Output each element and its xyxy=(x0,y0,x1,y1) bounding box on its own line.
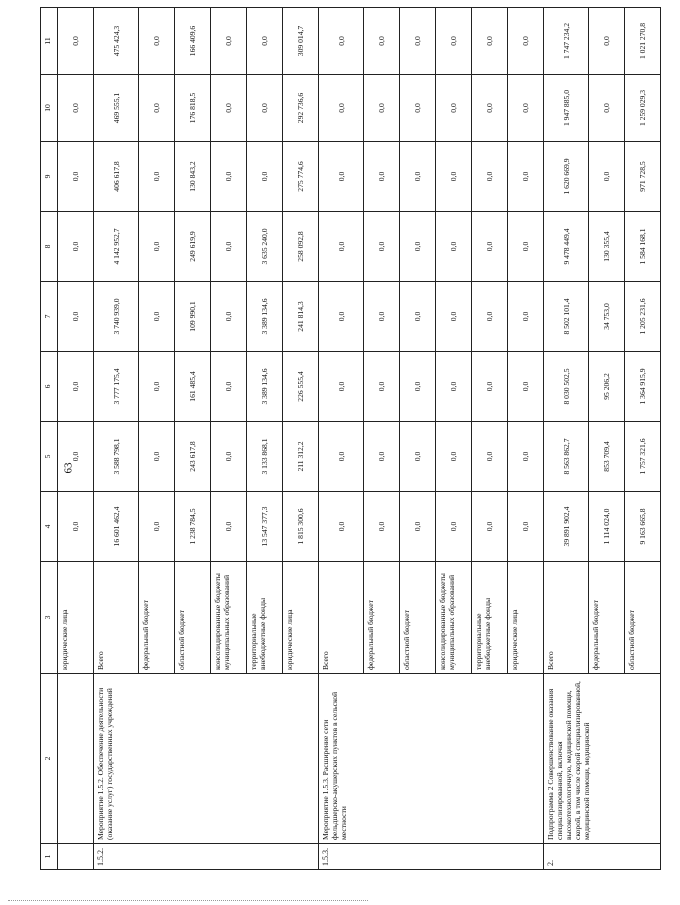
value-cell: 3 777 175,4 xyxy=(94,352,139,422)
value-cell: 3 389 134,6 xyxy=(247,282,283,352)
value-cell: 0,0 xyxy=(364,492,400,562)
value-cell: 275 774,6 xyxy=(283,142,319,212)
value-cell: 0,0 xyxy=(319,492,364,562)
value-cell: 0,0 xyxy=(319,8,364,75)
funding-source-cell: юридические лица xyxy=(508,562,544,674)
header-cell: 11 xyxy=(41,8,58,75)
value-cell: 0,0 xyxy=(400,492,436,562)
value-cell: 13 547 377,3 xyxy=(247,492,283,562)
value-cell: 0,0 xyxy=(319,212,364,282)
funding-source-cell: Всего xyxy=(94,562,139,674)
value-cell: 0,0 xyxy=(472,492,508,562)
value-cell: 0,0 xyxy=(589,75,625,142)
value-cell: 1 947 885,0 xyxy=(544,75,589,142)
value-cell: 0,0 xyxy=(58,75,94,142)
value-cell: 0,0 xyxy=(364,212,400,282)
value-cell: 0,0 xyxy=(139,282,175,352)
value-cell: 8 030 502,5 xyxy=(544,352,589,422)
value-cell: 0,0 xyxy=(364,142,400,212)
funding-source-cell: территориальные внебюджетные фонды xyxy=(472,562,508,674)
value-cell: 0,0 xyxy=(247,8,283,75)
header-cell: 8 xyxy=(41,212,58,282)
value-cell: 0,0 xyxy=(58,492,94,562)
value-cell: 0,0 xyxy=(400,75,436,142)
value-cell: 0,0 xyxy=(472,142,508,212)
value-cell: 971 728,5 xyxy=(625,142,661,212)
value-cell: 0,0 xyxy=(211,212,247,282)
value-cell: 0,0 xyxy=(211,8,247,75)
value-cell: 0,0 xyxy=(436,352,472,422)
value-cell: 211 312,2 xyxy=(283,422,319,492)
row-code-cell xyxy=(58,844,94,870)
header-cell: 9 xyxy=(41,142,58,212)
value-cell: 258 092,8 xyxy=(283,212,319,282)
funding-source-cell: федеральный бюджет xyxy=(589,562,625,674)
header-cell: 1 xyxy=(41,844,58,870)
value-cell: 0,0 xyxy=(364,282,400,352)
value-cell: 0,0 xyxy=(436,75,472,142)
value-cell: 95 206,2 xyxy=(589,352,625,422)
value-cell: 0,0 xyxy=(400,212,436,282)
value-cell: 469 555,1 xyxy=(94,75,139,142)
value-cell: 0,0 xyxy=(508,212,544,282)
value-cell: 0,0 xyxy=(58,352,94,422)
value-cell: 1 205 231,6 xyxy=(625,282,661,352)
value-cell: 9 163 665,8 xyxy=(625,492,661,562)
value-cell: 0,0 xyxy=(364,422,400,492)
value-cell: 1 259 029,3 xyxy=(625,75,661,142)
value-cell: 1 815 300,6 xyxy=(283,492,319,562)
value-cell: 0,0 xyxy=(400,422,436,492)
value-cell: 0,0 xyxy=(472,8,508,75)
value-cell: 0,0 xyxy=(139,212,175,282)
value-cell: 475 424,3 xyxy=(94,8,139,75)
header-cell: 3 xyxy=(41,562,58,674)
value-cell: 0,0 xyxy=(139,492,175,562)
header-cell: 4 xyxy=(41,492,58,562)
value-cell: 0,0 xyxy=(400,142,436,212)
funding-source-cell: консолидированные бюджеты муниципальных образований xyxy=(436,562,472,674)
value-cell: 0,0 xyxy=(58,142,94,212)
value-cell: 0,0 xyxy=(319,142,364,212)
value-cell: 0,0 xyxy=(436,212,472,282)
value-cell: 226 555,4 xyxy=(283,352,319,422)
value-cell: 0,0 xyxy=(400,352,436,422)
value-cell: 0,0 xyxy=(139,8,175,75)
value-cell: 0,0 xyxy=(58,422,94,492)
table-header-row xyxy=(41,8,58,870)
table-row xyxy=(319,8,364,870)
value-cell: 0,0 xyxy=(211,142,247,212)
value-cell: 1 114 024,0 xyxy=(589,492,625,562)
value-cell: 0,0 xyxy=(139,142,175,212)
table-row xyxy=(58,8,94,870)
value-cell: 0,0 xyxy=(319,352,364,422)
header-cell: 10 xyxy=(41,75,58,142)
value-cell: 0,0 xyxy=(472,212,508,282)
value-cell: 0,0 xyxy=(472,422,508,492)
funding-source-cell: консолидированные бюджеты муниципальных образований xyxy=(211,562,247,674)
value-cell: 0,0 xyxy=(508,142,544,212)
funding-source-cell: областной бюджет xyxy=(625,562,661,674)
value-cell: 0,0 xyxy=(211,492,247,562)
value-cell: 1 021 270,8 xyxy=(625,8,661,75)
value-cell: 4 142 952,7 xyxy=(94,212,139,282)
value-cell: 0,0 xyxy=(508,282,544,352)
header-cell: 6 xyxy=(41,352,58,422)
value-cell: 0,0 xyxy=(508,8,544,75)
value-cell: 1 757 321,6 xyxy=(625,422,661,492)
value-cell: 0,0 xyxy=(436,282,472,352)
value-cell: 130 843,2 xyxy=(175,142,211,212)
value-cell: 0,0 xyxy=(589,142,625,212)
value-cell: 241 814,3 xyxy=(283,282,319,352)
value-cell: 0,0 xyxy=(364,75,400,142)
budget-table xyxy=(40,7,661,870)
value-cell: 9 478 449,4 xyxy=(544,212,589,282)
value-cell: 0,0 xyxy=(508,492,544,562)
value-cell: 130 355,4 xyxy=(589,212,625,282)
value-cell: 3 133 868,1 xyxy=(247,422,283,492)
funding-source-cell: федеральный бюджет xyxy=(364,562,400,674)
value-cell: 0,0 xyxy=(319,422,364,492)
value-cell: 1 620 669,9 xyxy=(544,142,589,212)
value-cell: 0,0 xyxy=(139,75,175,142)
row-name-cell: Подпрограмма 2 Совершенствование оказания специализированной, включая высокотехнологичную, медицинской помощи, скорой, в том числе скорой специализированной, медицинской помощи, медицинской xyxy=(544,674,661,844)
header-cell: 2 xyxy=(41,674,58,844)
value-cell: 176 818,5 xyxy=(175,75,211,142)
row-name-cell: Мероприятие 1.5.3. Расширение сети фельдшерско-акушерских пунктов в сельской местности xyxy=(319,674,544,844)
page-number: 63 xyxy=(62,462,75,474)
value-cell: 0,0 xyxy=(589,8,625,75)
value-cell: 0,0 xyxy=(364,352,400,422)
value-cell: 309 014,7 xyxy=(283,8,319,75)
value-cell: 0,0 xyxy=(319,75,364,142)
value-cell: 0,0 xyxy=(211,75,247,142)
value-cell: 39 891 902,4 xyxy=(544,492,589,562)
value-cell: 0,0 xyxy=(472,282,508,352)
value-cell: 0,0 xyxy=(58,8,94,75)
value-cell: 0,0 xyxy=(211,422,247,492)
value-cell: 0,0 xyxy=(319,282,364,352)
value-cell: 853 709,4 xyxy=(589,422,625,492)
funding-source-cell: юридические лица xyxy=(283,562,319,674)
row-name-cell xyxy=(58,674,94,844)
value-cell: 0,0 xyxy=(400,282,436,352)
value-cell: 0,0 xyxy=(211,352,247,422)
funding-source-cell: Всего xyxy=(319,562,364,674)
value-cell: 0,0 xyxy=(139,352,175,422)
value-cell: 8 563 862,7 xyxy=(544,422,589,492)
value-cell: 109 990,1 xyxy=(175,282,211,352)
value-cell: 34 753,0 xyxy=(589,282,625,352)
value-cell: 0,0 xyxy=(139,422,175,492)
value-cell: 0,0 xyxy=(436,492,472,562)
value-cell: 0,0 xyxy=(58,282,94,352)
value-cell: 1 238 784,5 xyxy=(175,492,211,562)
funding-source-cell: федеральный бюджет xyxy=(139,562,175,674)
rotated-table-sheet xyxy=(40,0,680,870)
value-cell: 1 584 168,1 xyxy=(625,212,661,282)
value-cell: 406 617,8 xyxy=(94,142,139,212)
value-cell: 243 617,8 xyxy=(175,422,211,492)
row-name-cell: Мероприятие 1.5.2. Обеспечение деятельности (оказание услуг) государственных учреждений xyxy=(94,674,319,844)
value-cell: 0,0 xyxy=(436,142,472,212)
value-cell: 249 619,9 xyxy=(175,212,211,282)
row-code-cell: 1.5.3. xyxy=(319,844,544,870)
table-row xyxy=(94,8,139,870)
value-cell: 3 635 240,0 xyxy=(247,212,283,282)
funding-source-cell: юридические лица xyxy=(58,562,94,674)
value-cell: 3 389 134,6 xyxy=(247,352,283,422)
value-cell: 0,0 xyxy=(211,282,247,352)
header-cell: 7 xyxy=(41,282,58,352)
value-cell: 1 747 234,2 xyxy=(544,8,589,75)
value-cell: 16 601 462,4 xyxy=(94,492,139,562)
value-cell: 0,0 xyxy=(400,8,436,75)
value-cell: 0,0 xyxy=(472,352,508,422)
value-cell: 161 485,4 xyxy=(175,352,211,422)
value-cell: 292 736,6 xyxy=(283,75,319,142)
value-cell: 0,0 xyxy=(247,75,283,142)
value-cell: 1 364 915,9 xyxy=(625,352,661,422)
table-row xyxy=(544,8,589,870)
value-cell: 0,0 xyxy=(436,8,472,75)
row-code-cell: 1.5.2. xyxy=(94,844,319,870)
value-cell: 166 409,6 xyxy=(175,8,211,75)
value-cell: 0,0 xyxy=(364,8,400,75)
row-code-cell: 2. xyxy=(544,844,661,870)
value-cell: 8 502 101,4 xyxy=(544,282,589,352)
funding-source-cell: областной бюджет xyxy=(400,562,436,674)
value-cell: 0,0 xyxy=(247,142,283,212)
value-cell: 0,0 xyxy=(508,75,544,142)
value-cell: 0,0 xyxy=(472,75,508,142)
header-cell: 5 xyxy=(41,422,58,492)
value-cell: 0,0 xyxy=(508,352,544,422)
funding-source-cell: областной бюджет xyxy=(175,562,211,674)
value-cell: 3 740 939,0 xyxy=(94,282,139,352)
value-cell: 3 588 798,1 xyxy=(94,422,139,492)
scan-bottom-dots xyxy=(8,894,368,901)
value-cell: 0,0 xyxy=(508,422,544,492)
value-cell: 0,0 xyxy=(58,212,94,282)
funding-source-cell: территориальные внебюджетные фонды xyxy=(247,562,283,674)
funding-source-cell: Всего xyxy=(544,562,589,674)
value-cell: 0,0 xyxy=(436,422,472,492)
